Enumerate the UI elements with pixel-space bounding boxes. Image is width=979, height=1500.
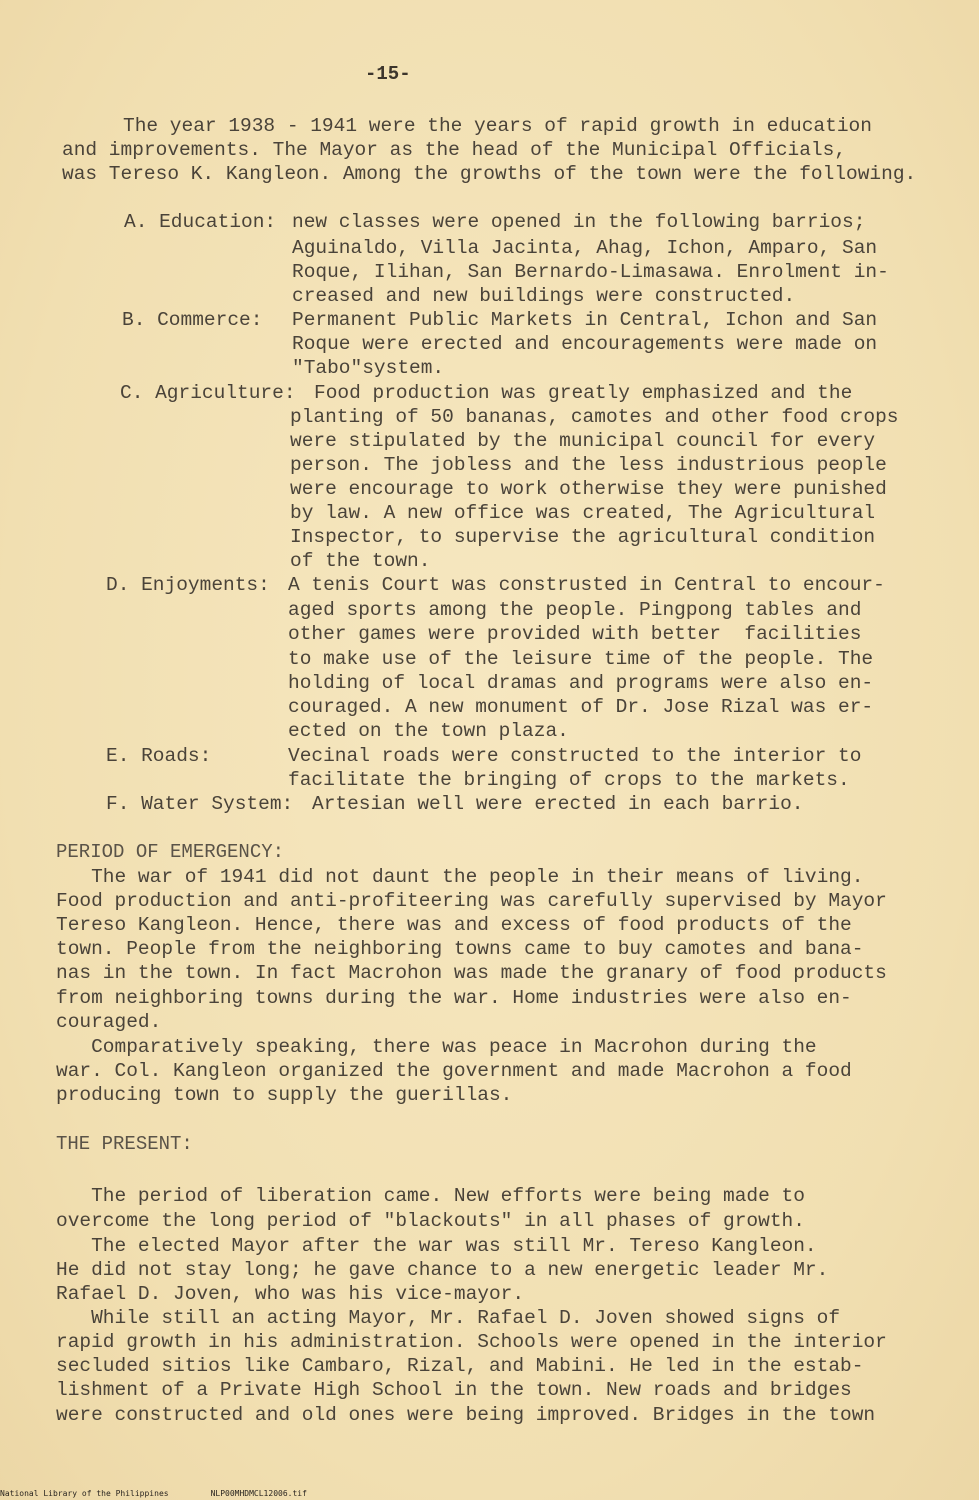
paragraph-line: war. Col. Kangleon organized the government and made Macrohon a food	[56, 1060, 852, 1082]
paragraph-line: The period of liberation came. New efforts were being made to	[56, 1185, 805, 1207]
paragraph-line: The war of 1941 did not daunt the people in their means of living.	[56, 866, 864, 888]
item-label: B. Commerce:	[122, 309, 263, 331]
item-label: C. Agriculture:	[120, 382, 296, 404]
paragraph-line: Food production and anti-profiteering was carefully supervised by Mayor	[56, 890, 887, 912]
item-line: Food production was greatly emphasized and the	[314, 382, 853, 404]
paragraph-line: producing town to supply the guerillas.	[56, 1084, 513, 1106]
item-line: other games were provided with better facilities	[288, 623, 862, 645]
paragraph-line: While still an acting Mayor, Mr. Rafael D. Joven showed signs of	[56, 1307, 841, 1329]
paragraph-line: were constructed and old ones were being improved. Bridges in the town	[56, 1404, 876, 1426]
paragraph-line: nas in the town. In fact Macrohon was made the granary of food products	[56, 962, 887, 984]
intro-line: was Tereso K. Kangleon. Among the growths of the town were the following.	[62, 163, 917, 185]
intro-line: and improvements. The Mayor as the head of the Municipal Officials,	[62, 139, 847, 161]
paragraph-line: from neighboring towns during the war. Home industries were also en-	[56, 987, 852, 1009]
item-line: were encourage to work otherwise they were punished	[290, 478, 887, 500]
library-credit: National Library of the Philippines	[0, 1489, 169, 1498]
item-line: of the town.	[290, 550, 431, 572]
item-line: facilitate the bringing of crops to the markets.	[288, 769, 850, 791]
item-line: to make use of the leisure time of the people. The	[288, 648, 874, 670]
item-line: Inspector, to supervise the agricultural condition	[290, 526, 876, 548]
item-line: Roque were erected and encouragements were made on	[292, 333, 878, 355]
item-line: person. The jobless and the less industrious people	[290, 454, 887, 476]
item-line: new classes were opened in the following barrios;	[292, 211, 866, 233]
paragraph-line: rapid growth in his administration. Schools were opened in the interior	[56, 1331, 887, 1353]
item-line: Roque, Ilihan, San Bernardo-Limasawa. Enrolment in-	[292, 261, 889, 283]
item-label: F. Water System:	[106, 793, 294, 815]
intro-line: The year 1938 - 1941 were the years of rapid growth in education	[123, 115, 872, 137]
paragraph-line: Rafael D. Joven, who was his vice-mayor.	[56, 1283, 525, 1305]
item-line: holding of local dramas and programs were also en-	[288, 672, 874, 694]
scan-footer	[0, 1489, 349, 1498]
paragraph-line: Comparatively speaking, there was peace in Macrohon during the	[56, 1036, 817, 1058]
paragraph-line: The elected Mayor after the war was still Mr. Tereso Kangleon.	[56, 1235, 817, 1257]
item-label: A. Education:	[124, 211, 277, 233]
paragraph-line: overcome the long period of "blackouts" in all phases of growth.	[56, 1210, 805, 1232]
item-line: Artesian well were erected in each barrio.	[312, 793, 804, 815]
file-id: NLP00MHDMCL12006.tif	[210, 1489, 307, 1498]
item-label: D. Enjoyments:	[106, 574, 270, 596]
item-line: by law. A new office was created, The Agricultural	[290, 502, 876, 524]
paragraph-line: Tereso Kangleon. Hence, there was and excess of food products of the	[56, 914, 852, 936]
page-number: -15-	[365, 63, 411, 85]
section-heading-emergency: PERIOD OF EMERGENCY:	[56, 841, 285, 863]
item-line: Vecinal roads were constructed to the interior to	[288, 745, 862, 767]
item-line: "Tabo"system.	[292, 357, 445, 379]
paragraph-line: He did not stay long; he gave chance to a new energetic leader Mr.	[56, 1259, 829, 1281]
item-line: Permanent Public Markets in Central, Ichon and San	[292, 309, 878, 331]
item-line: Aguinaldo, Villa Jacinta, Ahag, Ichon, Amparo, San	[292, 237, 878, 259]
paragraph-line: town. People from the neighboring towns came to buy camotes and bana-	[56, 938, 864, 960]
item-line: aged sports among the people. Pingpong tables and	[288, 599, 862, 621]
item-label: E. Roads:	[106, 745, 212, 767]
paragraph-line: lishment of a Private High School in the town. New roads and bridges	[56, 1379, 852, 1401]
item-line: couraged. A new monument of Dr. Jose Rizal was er-	[288, 696, 874, 718]
item-line: planting of 50 bananas, camotes and other food crops	[290, 406, 899, 428]
section-heading-present: THE PRESENT:	[56, 1133, 193, 1155]
item-line: A tenis Court was construsted in Central to encour-	[288, 574, 885, 596]
paragraph-line: secluded sitios like Cambaro, Rizal, and Mabini. He led in the estab-	[56, 1355, 864, 1377]
item-line: ected on the town plaza.	[288, 720, 569, 742]
paragraph-line: couraged.	[56, 1011, 162, 1033]
item-line: creased and new buildings were constructed.	[292, 285, 796, 307]
item-line: were stipulated by the municipal council for every	[290, 430, 876, 452]
